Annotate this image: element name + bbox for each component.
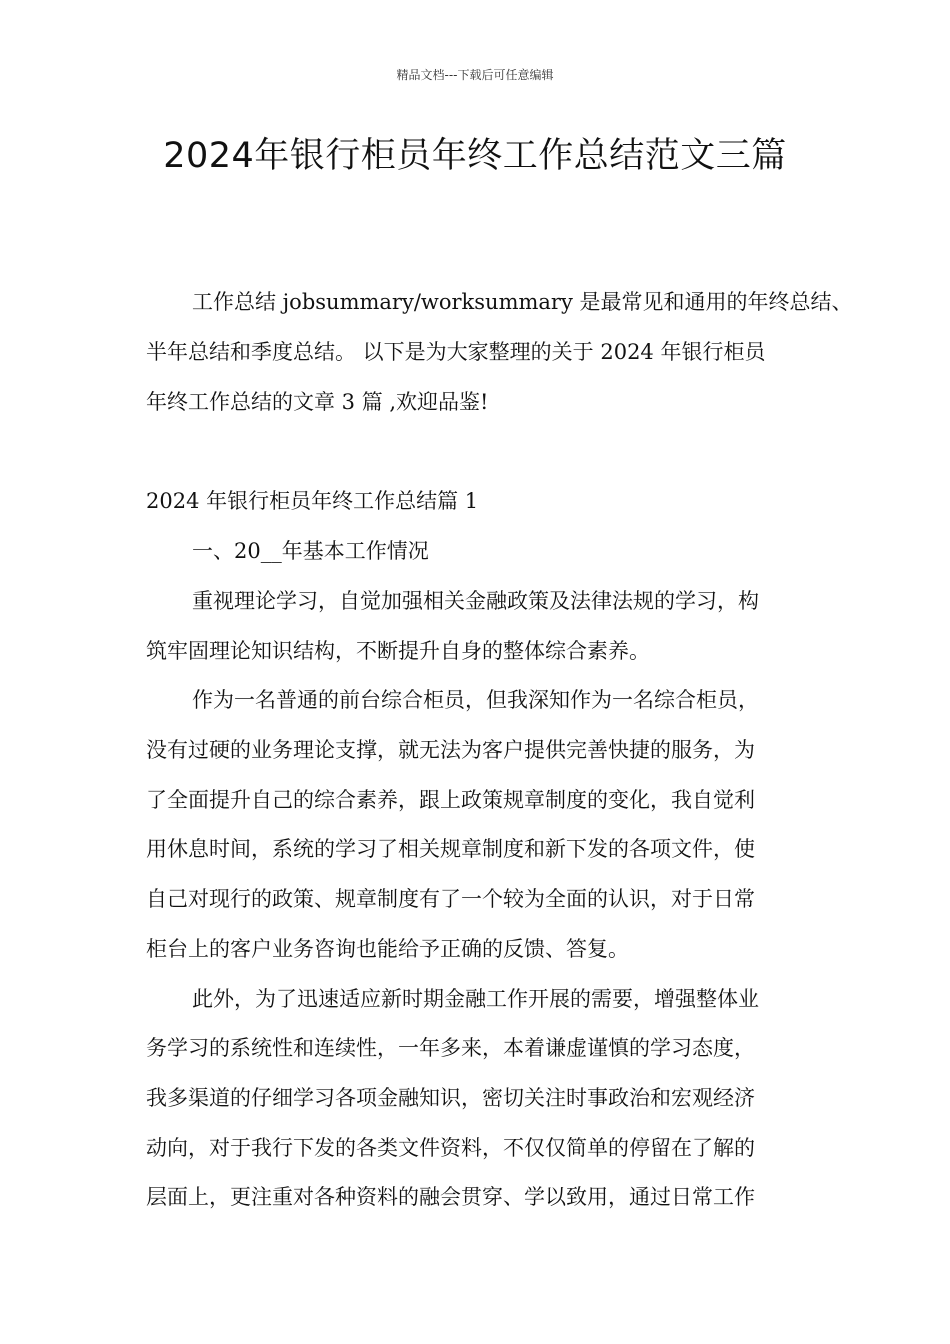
body-paragraph-line: 了全面提升自己的综合素养，跟上政策规章制度的变化，我自觉利 — [146, 788, 755, 812]
body-paragraph-line: 动向，对于我行下发的各类文件资料，不仅仅简单的停留在了解的 — [146, 1136, 755, 1160]
body-paragraph-line: 此外，为了迅速适应新时期金融工作开展的需要，增强整体业 — [192, 987, 759, 1011]
body-paragraph-line: 重视理论学习，自觉加强相关金融政策及法律法规的学习，构 — [192, 589, 759, 613]
body-paragraph-line: 层面上，更注重对各种资料的融会贯穿、学以致用，通过日常工作 — [146, 1185, 755, 1209]
body-paragraph-line: 没有过硬的业务理论支撑，就无法为客户提供完善快捷的服务，为 — [146, 738, 755, 762]
body-paragraph-line: 务学习的系统性和连续性，一年多来，本着谦虚谨慎的学习态度， — [146, 1036, 755, 1060]
section-heading: 2024 年银行柜员年终工作总结篇 1 — [146, 489, 479, 513]
body-paragraph-line: 自己对现行的政策、规章制度有了一个较为全面的认识，对于日常 — [146, 887, 755, 911]
intro-paragraph-line: 年终工作总结的文章 3 篇 ,欢迎品鉴! — [146, 390, 489, 414]
subsection-heading: 一、20__年基本工作情况 — [192, 539, 429, 563]
body-paragraph-line: 我多渠道的仔细学习各项金融知识，密切关注时事政治和宏观经济 — [146, 1086, 755, 1110]
page-header-note: 精品文档---下载后可任意编辑 — [396, 68, 554, 82]
body-paragraph-line: 筑牢固理论知识结构，不断提升自身的整体综合素养。 — [146, 639, 650, 663]
intro-paragraph-line: 工作总结 jobsummary/worksummary 是最常见和通用的年终总结、 — [192, 290, 853, 314]
body-paragraph-line: 柜台上的客户业务咨询也能给予正确的反馈、答复。 — [146, 937, 629, 961]
body-paragraph-line: 作为一名普通的前台综合柜员，但我深知作为一名综合柜员， — [192, 688, 759, 712]
body-paragraph-line: 用休息时间，系统的学习了相关规章制度和新下发的各项文件，使 — [146, 837, 755, 861]
document-title: 2024年银行柜员年终工作总结范文三篇 — [163, 136, 787, 176]
intro-paragraph-line: 半年总结和季度总结。 以下是为大家整理的关于 2024 年银行柜员 — [146, 340, 766, 364]
